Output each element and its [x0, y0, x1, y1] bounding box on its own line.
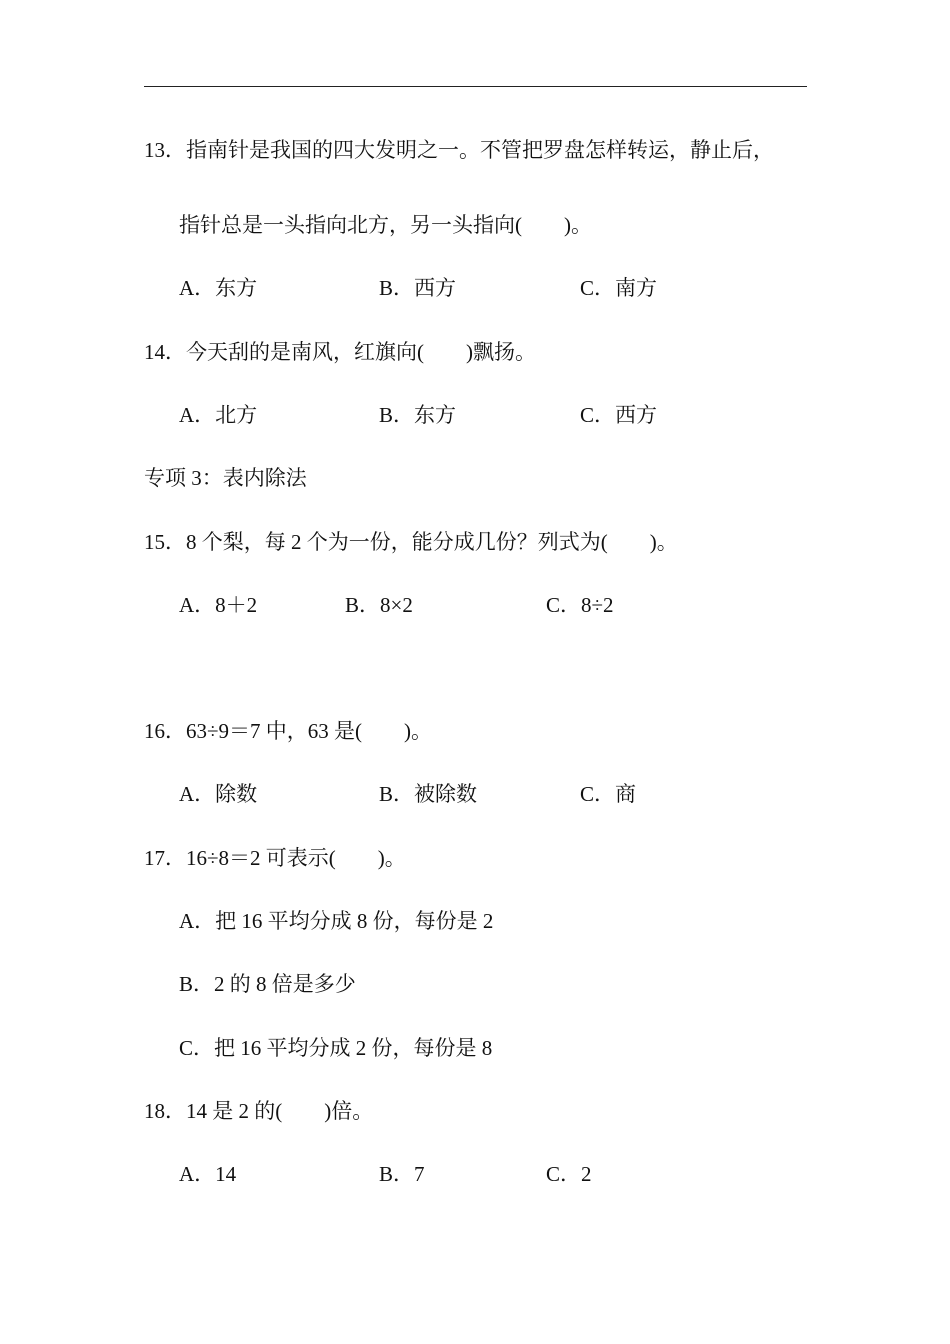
- question-17-option-c: C．把 16 平均分成 2 份，每份是 8: [179, 1036, 493, 1060]
- question-15-option-b: B．8×2: [345, 593, 413, 617]
- question-15-option-c: C．8÷2: [546, 593, 614, 617]
- question-16-option-c: C．商: [580, 782, 637, 806]
- question-16-option-a: A．除数: [179, 782, 258, 806]
- question-15-option-a: A．8＋2: [179, 593, 258, 617]
- question-14-line-1: 14．今天刮的是南风，红旗向( )飘扬。: [144, 340, 536, 364]
- question-18-option-c: C．2: [546, 1162, 592, 1186]
- question-17-option-a: A．把 16 平均分成 8 份，每份是 2: [179, 909, 494, 933]
- question-18-line-1: 18．14 是 2 的( )倍。: [144, 1099, 374, 1123]
- question-14-option-a: A．北方: [179, 403, 258, 427]
- question-14-option-c: C．西方: [580, 403, 658, 427]
- question-16-option-b: B．被除数: [379, 782, 478, 806]
- question-13-line-1: 13．指南针是我国的四大发明之一。不管把罗盘怎样转运，静止后，: [144, 138, 774, 162]
- question-17-line-1: 17．16÷8＝2 可表示( )。: [144, 846, 406, 870]
- question-13-option-b: B．西方: [379, 276, 457, 300]
- section-heading: 专项 3：表内除法: [144, 466, 307, 490]
- question-18-option-b: B．7: [379, 1162, 425, 1186]
- question-15-line-1: 15．8 个梨，每 2 个为一份，能分成几份？列式为( )。: [144, 530, 678, 554]
- question-17-option-b: B．2 的 8 倍是多少: [179, 972, 356, 996]
- header-rule: [144, 86, 807, 87]
- question-14-option-b: B．东方: [379, 403, 457, 427]
- question-13-line-2: 指针总是一头指向北方，另一头指向( )。: [179, 213, 592, 237]
- question-18-option-a: A．14: [179, 1162, 237, 1186]
- question-16-line-1: 16．63÷9＝7 中，63 是( )。: [144, 719, 433, 743]
- question-13-option-c: C．南方: [580, 276, 658, 300]
- question-13-option-a: A．东方: [179, 276, 258, 300]
